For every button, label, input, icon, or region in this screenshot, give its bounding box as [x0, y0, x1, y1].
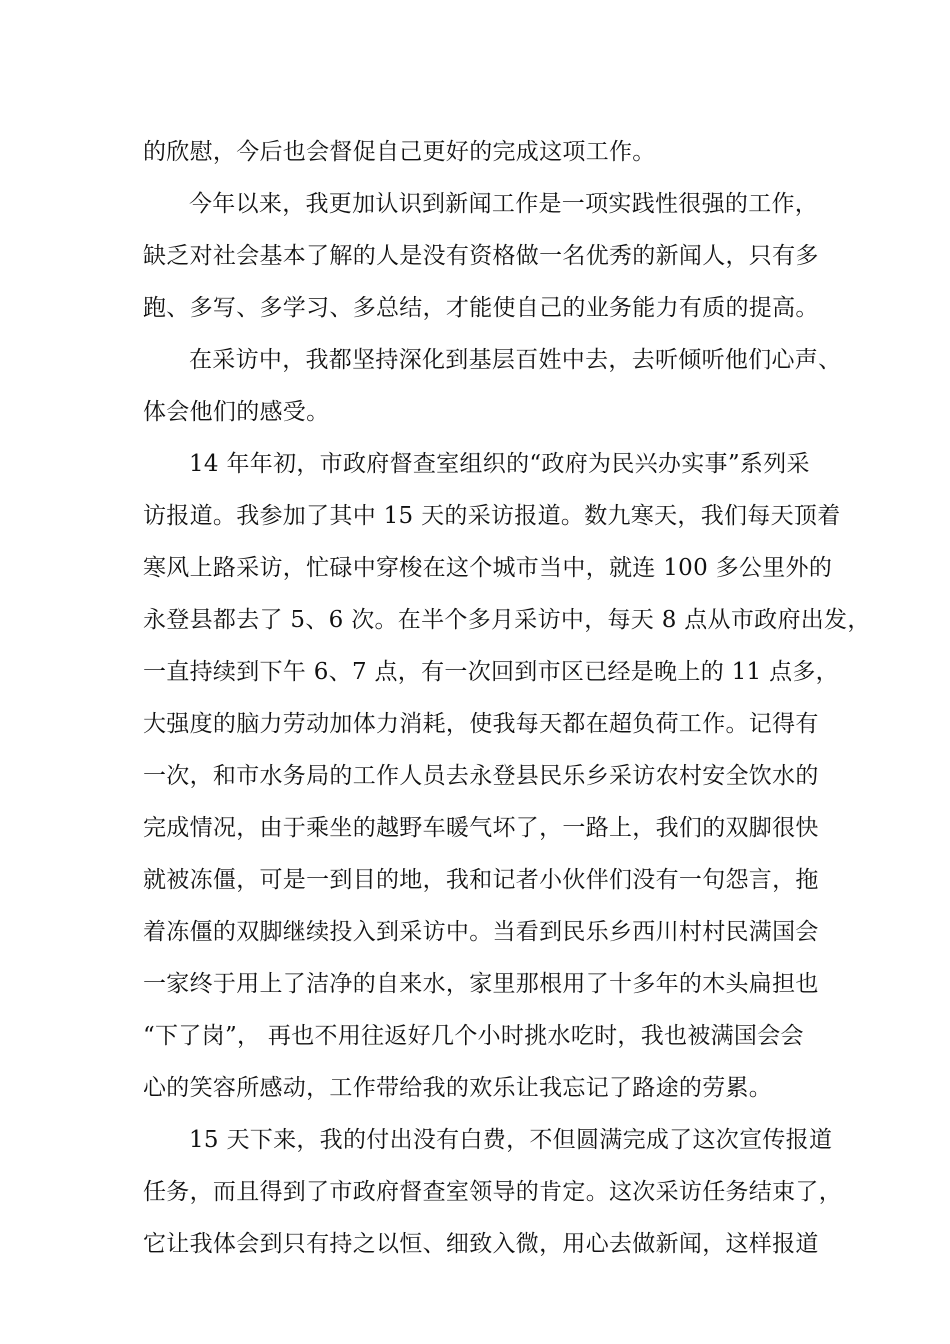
- text-line-9: 寒风上路采访，忙碌中穿梭在这个城市当中，就连 100 多公里外的: [143, 555, 833, 581]
- text-line-20: 15 天下来，我的付出没有白费，不但圆满完成了这次宣传报道: [189, 1127, 833, 1153]
- text-line-5: 在采访中，我都坚持深化到基层百姓中去，去听倾听他们心声、: [189, 347, 842, 373]
- text-line-3: 缺乏对社会基本了解的人是没有资格做一名优秀的新闻人，只有多: [143, 243, 819, 269]
- text-line-17: 一家终于用上了洁净的自来水，家里那根用了十多年的木头扁担也: [143, 971, 819, 997]
- text-line-15: 就被冻僵，可是一到目的地，我和记者小伙伴们没有一句怨言，拖: [143, 867, 819, 893]
- text-line-4: 跑、多写、多学习、多总结，才能使自己的业务能力有质的提高。: [143, 295, 819, 321]
- text-line-14: 完成情况，由于乘坐的越野车暖气坏了，一路上，我们的双脚很快: [143, 815, 819, 841]
- text-line-1: 的欣慰，今后也会督促自己更好的完成这项工作。: [143, 139, 656, 165]
- text-line-13: 一次，和市水务局的工作人员去永登县民乐乡采访农村安全饮水的: [143, 763, 819, 789]
- text-line-6: 体会他们的感受。: [143, 399, 330, 425]
- document-body: [143, 126, 871, 1270]
- text-line-22: 它让我体会到只有持之以恒、细致入微，用心去做新闻，这样报道: [143, 1231, 819, 1257]
- text-line-21: 任务，而且得到了市政府督查室领导的肯定。这次采访任务结束了，: [143, 1179, 842, 1205]
- text-line-2: 今年以来，我更加认识到新闻工作是一项实践性很强的工作，: [189, 191, 819, 217]
- text-line-7: 14 年年初，市政府督查室组织的“政府为民兴办实事”系列采: [189, 451, 810, 477]
- text-line-19: 心的笑容所感动，工作带给我的欢乐让我忘记了路途的劳累。: [143, 1075, 773, 1101]
- text-line-10: 永登县都去了 5、6 次。在半个多月采访中，每天 8 点从市政府出发，: [143, 607, 871, 633]
- text-line-8: 访报道。我参加了其中 15 天的采访报道。数九寒天，我们每天顶着: [143, 503, 841, 529]
- text-line-16: 着冻僵的双脚继续投入到采访中。当看到民乐乡西川村村民满国会: [143, 919, 819, 945]
- text-line-12: 大强度的脑力劳动加体力消耗，使我每天都在超负荷工作。记得有: [143, 711, 819, 737]
- text-line-11: 一直持续到下午 6、7 点，有一次回到市区已经是晚上的 11 点多，: [143, 659, 839, 685]
- text-line-18: “下了岗”， 再也不用往返好几个小时挑水吃时，我也被满国会会: [143, 1023, 804, 1049]
